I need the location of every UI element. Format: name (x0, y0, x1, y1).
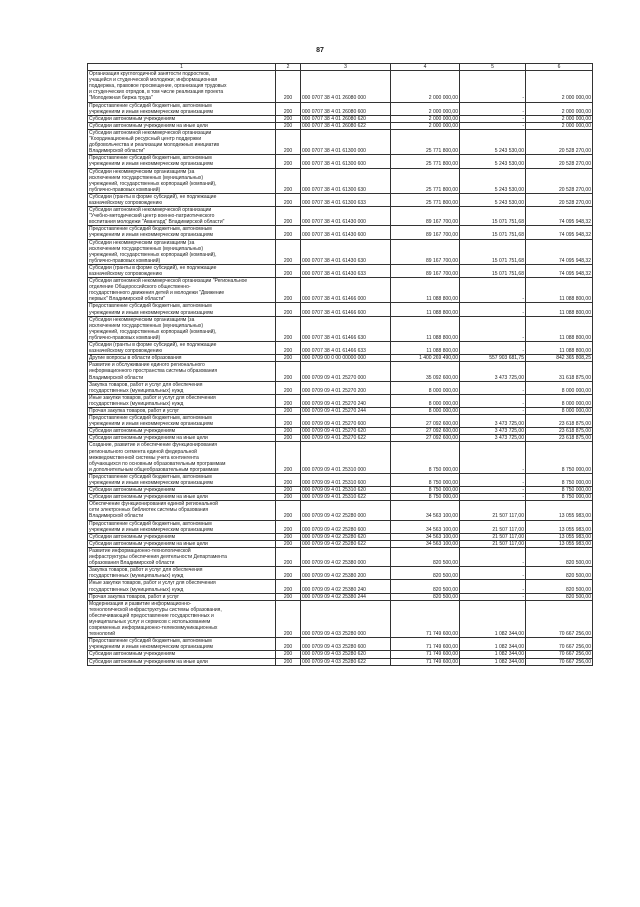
table-row (88, 593, 593, 600)
table-row (88, 239, 593, 264)
table-row (88, 658, 593, 665)
executed-amount: - (460, 494, 526, 501)
executed-amount: 3 473 725,00 (460, 362, 526, 381)
table-row (88, 487, 593, 494)
executed-amount: 15 071 751,68 (460, 264, 526, 277)
approved-amount: 820 500,00 (391, 567, 460, 580)
approved-amount: 820 500,00 (391, 593, 460, 600)
line-code: 200 (276, 71, 301, 102)
approved-amount: 2 000 000,00 (391, 71, 460, 102)
line-code: 200 (276, 428, 301, 435)
table-row (88, 473, 593, 486)
executed-amount: - (460, 487, 526, 494)
classification-code: 000 0709 09 4 01 25270 622 (301, 435, 391, 442)
executed-amount: - (460, 115, 526, 122)
item-name: Иные закупки товаров, работ и услуг для обеспечения государственных (муниципальных) нужд (88, 394, 276, 407)
classification-code: 000 0709 09 4 02 25380 000 (301, 547, 391, 566)
table-row (88, 651, 593, 658)
table-row (88, 226, 593, 239)
executed-amount: 21 507 117,00 (460, 520, 526, 533)
executed-amount: 15 071 751,68 (460, 207, 526, 226)
item-name: Предоставление субсидий бюджетным, автономным учреждениям и иным некоммерческим организациям (88, 155, 276, 168)
approved-amount: 8 000 000,00 (391, 381, 460, 394)
classification-code: 000 0709 09 4 03 25280 000 (301, 600, 391, 638)
table-row (88, 278, 593, 303)
executed-amount: 5 243 530,00 (460, 193, 526, 206)
table-row (88, 155, 593, 168)
unexecuted-amount: 820 500,00 (526, 593, 593, 600)
line-code: 200 (276, 540, 301, 547)
executed-amount: - (460, 547, 526, 566)
classification-code: 000 0709 09 4 03 25280 600 (301, 638, 391, 651)
table-row (88, 122, 593, 129)
approved-amount: 8 750 000,00 (391, 442, 460, 473)
item-name: Организация круглогодичной занятости подростков, учащейся и студенческой молодежи; информационная поддержка, правовое просвещение, организация трудовых и студенческих отрядов, в том числе реализация проекта "Молодежная биржа труда" (88, 71, 276, 102)
table-row (88, 501, 593, 520)
approved-amount: 71 749 600,00 (391, 600, 460, 638)
unexecuted-amount: 20 528 270,00 (526, 193, 593, 206)
item-name: Иные закупки товаров, работ и услуг для обеспечения государственных (муниципальных) нужд (88, 580, 276, 593)
line-code: 200 (276, 435, 301, 442)
item-name: Развитие и обслуживание единого регионального информационного пространства системы образования Владимирской области (88, 362, 276, 381)
unexecuted-amount: 74 095 948,32 (526, 239, 593, 264)
item-name: Субсидии автономным учреждениям на иные цели (88, 658, 276, 665)
unexecuted-amount: 2 000 000,00 (526, 122, 593, 129)
table-row (88, 442, 593, 473)
classification-code: 000 0707 38 4 01 61430 630 (301, 239, 391, 264)
approved-amount: 35 092 600,00 (391, 362, 460, 381)
approved-amount: 27 092 600,00 (391, 415, 460, 428)
approved-amount: 34 563 100,00 (391, 540, 460, 547)
executed-amount: - (460, 71, 526, 102)
unexecuted-amount: 70 667 256,00 (526, 638, 593, 651)
approved-amount: 2 000 000,00 (391, 102, 460, 115)
line-code: 200 (276, 122, 301, 129)
table-row (88, 533, 593, 540)
line-code: 200 (276, 278, 301, 303)
approved-amount: 27 092 600,00 (391, 428, 460, 435)
approved-amount: 11 088 800,00 (391, 316, 460, 341)
line-code: 200 (276, 129, 301, 154)
table-row (88, 580, 593, 593)
classification-code: 000 0709 09 4 02 25380 200 (301, 567, 391, 580)
approved-amount: 34 563 100,00 (391, 501, 460, 520)
classification-code: 000 0709 09 4 02 25280 600 (301, 520, 391, 533)
unexecuted-amount: 820 500,00 (526, 580, 593, 593)
classification-code: 000 0709 09 4 02 25280 620 (301, 533, 391, 540)
unexecuted-amount: 13 055 983,00 (526, 501, 593, 520)
item-name: Закупка товаров, работ и услуг для обеспечения государственных (муниципальных) нужд (88, 567, 276, 580)
line-code: 200 (276, 600, 301, 638)
executed-amount: 5 243 530,00 (460, 129, 526, 154)
unexecuted-amount: 20 528 270,00 (526, 129, 593, 154)
executed-amount: 15 071 751,68 (460, 226, 526, 239)
table-row (88, 547, 593, 566)
classification-code: 000 0707 38 4 01 61466 000 (301, 278, 391, 303)
unexecuted-amount: 2 000 000,00 (526, 71, 593, 102)
classification-code: 000 0707 38 4 01 61300 630 (301, 168, 391, 193)
line-code: 200 (276, 473, 301, 486)
line-code: 200 (276, 658, 301, 665)
table-row (88, 102, 593, 115)
unexecuted-amount: 20 528 270,00 (526, 155, 593, 168)
classification-code: 000 0709 09 4 01 25310 620 (301, 487, 391, 494)
column-number-row (88, 64, 593, 71)
approved-amount: 27 092 600,00 (391, 435, 460, 442)
approved-amount: 71 749 600,00 (391, 651, 460, 658)
classification-code: 000 0707 38 4 01 61466 600 (301, 303, 391, 316)
table-row (88, 355, 593, 362)
executed-amount: - (460, 407, 526, 414)
classification-code: 000 0707 38 4 01 61430 633 (301, 264, 391, 277)
table-row (88, 71, 593, 102)
executed-amount: 1 082 344,00 (460, 651, 526, 658)
classification-code: 000 0709 09 4 01 25270 620 (301, 428, 391, 435)
table-row (88, 407, 593, 414)
line-code: 200 (276, 501, 301, 520)
unexecuted-amount: 8 000 000,00 (526, 407, 593, 414)
classification-code: 000 0709 09 4 01 25270 600 (301, 415, 391, 428)
unexecuted-amount: 8 750 000,00 (526, 473, 593, 486)
table-row (88, 129, 593, 154)
classification-code: 000 0707 38 4 01 61300 633 (301, 193, 391, 206)
column-number: 1 (88, 64, 276, 71)
line-code: 200 (276, 567, 301, 580)
item-name: Субсидии автономной некоммерческой организации "Региональное отделение Общероссийского общественно- государственного движения детей и молодежи "Движение первых" Владимирской области" (88, 278, 276, 303)
line-code: 200 (276, 494, 301, 501)
executed-amount: - (460, 567, 526, 580)
line-code: 200 (276, 168, 301, 193)
item-name: Другие вопросы в области образования (88, 355, 276, 362)
executed-amount: - (460, 342, 526, 355)
unexecuted-amount: 820 500,00 (526, 547, 593, 566)
table-row (88, 207, 593, 226)
executed-amount: - (460, 381, 526, 394)
approved-amount: 89 167 700,00 (391, 264, 460, 277)
item-name: Субсидии некоммерческим организациям (за исключением государственных (муниципальных) учреждений, государственных корпораций (компаний), публично-правовых компаний) (88, 316, 276, 341)
executed-amount: 3 473 725,00 (460, 428, 526, 435)
executed-amount: - (460, 473, 526, 486)
table-row (88, 394, 593, 407)
classification-code: 000 0709 09 4 01 25270 244 (301, 407, 391, 414)
executed-amount: 21 507 117,00 (460, 540, 526, 547)
approved-amount: 820 500,00 (391, 580, 460, 593)
executed-amount: - (460, 278, 526, 303)
item-name: Предоставление субсидий бюджетным, автономным учреждениям и иным некоммерческим организациям (88, 303, 276, 316)
approved-amount: 25 771 800,00 (391, 155, 460, 168)
item-name: Субсидии (гранты в форме субсидий), не подлежащие казначейскому сопровождению (88, 342, 276, 355)
executed-amount: - (460, 303, 526, 316)
executed-amount: 5 243 530,00 (460, 168, 526, 193)
executed-amount: - (460, 102, 526, 115)
table-row (88, 316, 593, 341)
table-row (88, 567, 593, 580)
classification-code: 000 0707 38 4 01 61430 600 (301, 226, 391, 239)
item-name: Обеспечение функционирования единой региональной сети электронных библиотек системы образования Владимирской области (88, 501, 276, 520)
item-name: Субсидии автономным учреждениям на иные цели (88, 122, 276, 129)
item-name: Субсидии автономной некоммерческой организации "Учебно-методический центр военно-патриотического воспитания молодежи "Авангард" Владимирской области" (88, 207, 276, 226)
approved-amount: 89 167 700,00 (391, 207, 460, 226)
approved-amount: 89 167 700,00 (391, 239, 460, 264)
line-code: 200 (276, 651, 301, 658)
table-row (88, 415, 593, 428)
item-name: Субсидии автономным учреждениям на иные цели (88, 494, 276, 501)
classification-code: 000 0709 09 4 01 25310 622 (301, 494, 391, 501)
line-code: 200 (276, 547, 301, 566)
unexecuted-amount: 70 667 256,00 (526, 658, 593, 665)
item-name: Субсидии автономной некоммерческой организации "Координационный ресурсный центр поддержки добровольчества и реализации молодежных инициатив Владимирской области" (88, 129, 276, 154)
approved-amount: 71 749 600,00 (391, 638, 460, 651)
approved-amount: 2 000 000,00 (391, 122, 460, 129)
unexecuted-amount: 74 095 948,32 (526, 226, 593, 239)
unexecuted-amount: 842 365 808,25 (526, 355, 593, 362)
executed-amount: - (460, 580, 526, 593)
unexecuted-amount: 8 750 000,00 (526, 494, 593, 501)
approved-amount: 89 167 700,00 (391, 226, 460, 239)
unexecuted-amount: 20 528 270,00 (526, 168, 593, 193)
line-code: 200 (276, 394, 301, 407)
line-code: 200 (276, 226, 301, 239)
column-number: 6 (526, 64, 593, 71)
column-number: 4 (391, 64, 460, 71)
unexecuted-amount: 31 618 875,00 (526, 362, 593, 381)
unexecuted-amount: 11 088 800,00 (526, 303, 593, 316)
item-name: Субсидии автономным учреждениям (88, 428, 276, 435)
line-code: 200 (276, 193, 301, 206)
table-row (88, 638, 593, 651)
table-row (88, 428, 593, 435)
approved-amount: 34 563 100,00 (391, 533, 460, 540)
unexecuted-amount: 8 000 000,00 (526, 381, 593, 394)
line-code: 200 (276, 442, 301, 473)
approved-amount: 11 088 800,00 (391, 342, 460, 355)
line-code: 200 (276, 407, 301, 414)
unexecuted-amount: 74 095 948,32 (526, 264, 593, 277)
unexecuted-amount: 13 055 983,00 (526, 533, 593, 540)
table-row (88, 381, 593, 394)
unexecuted-amount: 11 088 800,00 (526, 316, 593, 341)
unexecuted-amount: 13 055 983,00 (526, 520, 593, 533)
line-code: 200 (276, 264, 301, 277)
unexecuted-amount: 8 000 000,00 (526, 394, 593, 407)
classification-code: 000 0707 38 4 01 26080 622 (301, 122, 391, 129)
executed-amount: - (460, 394, 526, 407)
item-name: Прочая закупка товаров, работ и услуг (88, 407, 276, 414)
classification-code: 000 0709 09 4 02 25280 000 (301, 501, 391, 520)
classification-code: 000 0709 09 4 03 25280 622 (301, 658, 391, 665)
classification-code: 000 0709 09 4 01 25270 000 (301, 362, 391, 381)
table-row (88, 600, 593, 638)
unexecuted-amount: 820 500,00 (526, 567, 593, 580)
approved-amount: 8 000 000,00 (391, 394, 460, 407)
unexecuted-amount: 23 618 875,00 (526, 415, 593, 428)
item-name: Субсидии автономным учреждениям (88, 533, 276, 540)
item-name: Субсидии некоммерческим организациям (за исключением государственных (муниципальных) учреждений, государственных корпораций (компаний), публично-правовых компаний) (88, 168, 276, 193)
classification-code: 000 0707 38 4 01 61430 000 (301, 207, 391, 226)
executed-amount: 1 082 344,00 (460, 638, 526, 651)
approved-amount: 820 500,00 (391, 547, 460, 566)
approved-amount: 8 750 000,00 (391, 487, 460, 494)
approved-amount: 11 088 800,00 (391, 278, 460, 303)
item-name: Предоставление субсидий бюджетным, автономным учреждениям и иным некоммерческим организациям (88, 102, 276, 115)
classification-code: 000 0709 00 0 00 00000 000 (301, 355, 391, 362)
classification-code: 000 0709 09 4 01 25310 000 (301, 442, 391, 473)
classification-code: 000 0709 09 4 01 25270 200 (301, 381, 391, 394)
executed-amount: 15 071 751,68 (460, 239, 526, 264)
classification-code: 000 0707 38 4 01 61300 600 (301, 155, 391, 168)
table-row (88, 303, 593, 316)
item-name: Прочая закупка товаров, работ и услуг (88, 593, 276, 600)
item-name: Закупка товаров, работ и услуг для обеспечения государственных (муниципальных) нужд (88, 381, 276, 394)
table-row (88, 264, 593, 277)
classification-code: 000 0709 09 4 02 25380 240 (301, 580, 391, 593)
line-code: 200 (276, 487, 301, 494)
executed-amount: 557 903 681,75 (460, 355, 526, 362)
approved-amount: 25 771 800,00 (391, 129, 460, 154)
unexecuted-amount: 11 088 800,00 (526, 342, 593, 355)
table-row (88, 342, 593, 355)
classification-code: 000 0707 38 4 01 61300 000 (301, 129, 391, 154)
approved-amount: 8 750 000,00 (391, 473, 460, 486)
approved-amount: 25 771 800,00 (391, 168, 460, 193)
item-name: Субсидии (гранты в форме субсидий), не подлежащие казначейскому сопровождению (88, 193, 276, 206)
line-code: 200 (276, 533, 301, 540)
line-code: 200 (276, 316, 301, 341)
line-code: 200 (276, 155, 301, 168)
unexecuted-amount: 2 000 000,00 (526, 115, 593, 122)
item-name: Предоставление субсидий бюджетным, автономным учреждениям и иным некоммерческим организациям (88, 415, 276, 428)
column-number: 3 (301, 64, 391, 71)
executed-amount: - (460, 593, 526, 600)
classification-code: 000 0707 38 4 01 61466 630 (301, 316, 391, 341)
executed-amount: - (460, 122, 526, 129)
item-name: Предоставление субсидий бюджетным, автономным учреждениям и иным некоммерческим организациям (88, 473, 276, 486)
line-code: 200 (276, 638, 301, 651)
approved-amount: 1 400 269 490,00 (391, 355, 460, 362)
executed-amount: 1 082 344,00 (460, 658, 526, 665)
unexecuted-amount: 70 667 256,00 (526, 600, 593, 638)
unexecuted-amount: 8 750 000,00 (526, 487, 593, 494)
item-name: Субсидии автономным учреждениям на иные цели (88, 540, 276, 547)
item-name: Субсидии автономным учреждениям (88, 651, 276, 658)
line-code: 200 (276, 355, 301, 362)
classification-code: 000 0707 38 4 01 26080 600 (301, 102, 391, 115)
unexecuted-amount: 23 618 875,00 (526, 428, 593, 435)
item-name: Субсидии некоммерческим организациям (за исключением государственных (муниципальных) учреждений, государственных корпораций (компаний), публично-правовых компаний) (88, 239, 276, 264)
executed-amount: - (460, 442, 526, 473)
classification-code: 000 0709 09 4 02 25280 622 (301, 540, 391, 547)
line-code: 200 (276, 342, 301, 355)
item-name: Предоставление субсидий бюджетным, автономным учреждениям и иным некоммерческим организациям (88, 226, 276, 239)
unexecuted-amount: 2 000 000,00 (526, 102, 593, 115)
line-code: 200 (276, 239, 301, 264)
line-code: 200 (276, 520, 301, 533)
line-code: 200 (276, 415, 301, 428)
executed-amount: 21 507 117,00 (460, 501, 526, 520)
executed-amount: 5 243 530,00 (460, 155, 526, 168)
column-number: 2 (276, 64, 301, 71)
unexecuted-amount: 74 095 948,32 (526, 207, 593, 226)
approved-amount: 34 563 100,00 (391, 520, 460, 533)
classification-code: 000 0709 09 4 01 25270 240 (301, 394, 391, 407)
executed-amount: 3 473 725,00 (460, 435, 526, 442)
item-name: Предоставление субсидий бюджетным, автономным учреждениям и иным некоммерческим организациям (88, 638, 276, 651)
approved-amount: 71 749 600,00 (391, 658, 460, 665)
table-row (88, 494, 593, 501)
classification-code: 000 0709 09 4 02 25380 244 (301, 593, 391, 600)
line-code: 200 (276, 207, 301, 226)
approved-amount: 8 750 000,00 (391, 494, 460, 501)
table-row (88, 362, 593, 381)
item-name: Субсидии автономным учреждениям (88, 115, 276, 122)
table-row (88, 115, 593, 122)
line-code: 200 (276, 102, 301, 115)
approved-amount: 25 771 800,00 (391, 193, 460, 206)
executed-amount: - (460, 316, 526, 341)
table-row (88, 193, 593, 206)
budget-table (87, 63, 593, 666)
item-name: Субсидии (гранты в форме субсидий), не подлежащие казначейскому сопровождению (88, 264, 276, 277)
table-row (88, 540, 593, 547)
line-code: 200 (276, 303, 301, 316)
column-number: 5 (460, 64, 526, 71)
item-name: Создание, развитие и обеспечение функционирования регионального сегмента единой федеральной межведомственной системы учета контингента обучающихся по основным образовательным программам и дополнительным общеобразовательным программам (88, 442, 276, 473)
executed-amount: 21 507 117,00 (460, 533, 526, 540)
unexecuted-amount: 23 618 875,00 (526, 435, 593, 442)
classification-code: 000 0709 09 4 03 25280 620 (301, 651, 391, 658)
item-name: Субсидии автономным учреждениям на иные цели (88, 435, 276, 442)
line-code: 200 (276, 580, 301, 593)
classification-code: 000 0707 38 4 01 61466 633 (301, 342, 391, 355)
table-row (88, 520, 593, 533)
classification-code: 000 0709 09 4 01 25310 600 (301, 473, 391, 486)
line-code: 200 (276, 593, 301, 600)
item-name: Развитие информационно-технологической инфраструктуры обеспечения деятельности Департамента образования Владимирской области (88, 547, 276, 566)
table-row (88, 435, 593, 442)
classification-code: 000 0707 38 4 01 26080 620 (301, 115, 391, 122)
line-code: 200 (276, 362, 301, 381)
executed-amount: 3 473 725,00 (460, 415, 526, 428)
table-row (88, 168, 593, 193)
unexecuted-amount: 8 750 000,00 (526, 442, 593, 473)
executed-amount: 1 082 344,00 (460, 600, 526, 638)
page-number: 87 (316, 47, 324, 54)
line-code: 200 (276, 115, 301, 122)
unexecuted-amount: 70 667 256,00 (526, 651, 593, 658)
line-code: 200 (276, 381, 301, 394)
item-name: Модернизация и развитие информационно- технологической инфраструктуры системы образования, обеспечивающей предоставление государственных и муниципальных услуг и сервисов с использованием современных информационно-телекоммуникационных технологий (88, 600, 276, 638)
approved-amount: 11 088 800,00 (391, 303, 460, 316)
item-name: Предоставление субсидий бюджетным, автономным учреждениям и иным некоммерческим организациям (88, 520, 276, 533)
classification-code: 000 0707 38 4 01 26080 000 (301, 71, 391, 102)
unexecuted-amount: 11 088 800,00 (526, 278, 593, 303)
approved-amount: 2 000 000,00 (391, 115, 460, 122)
unexecuted-amount: 13 055 983,00 (526, 540, 593, 547)
approved-amount: 8 000 000,00 (391, 407, 460, 414)
item-name: Субсидии автономным учреждениям (88, 487, 276, 494)
